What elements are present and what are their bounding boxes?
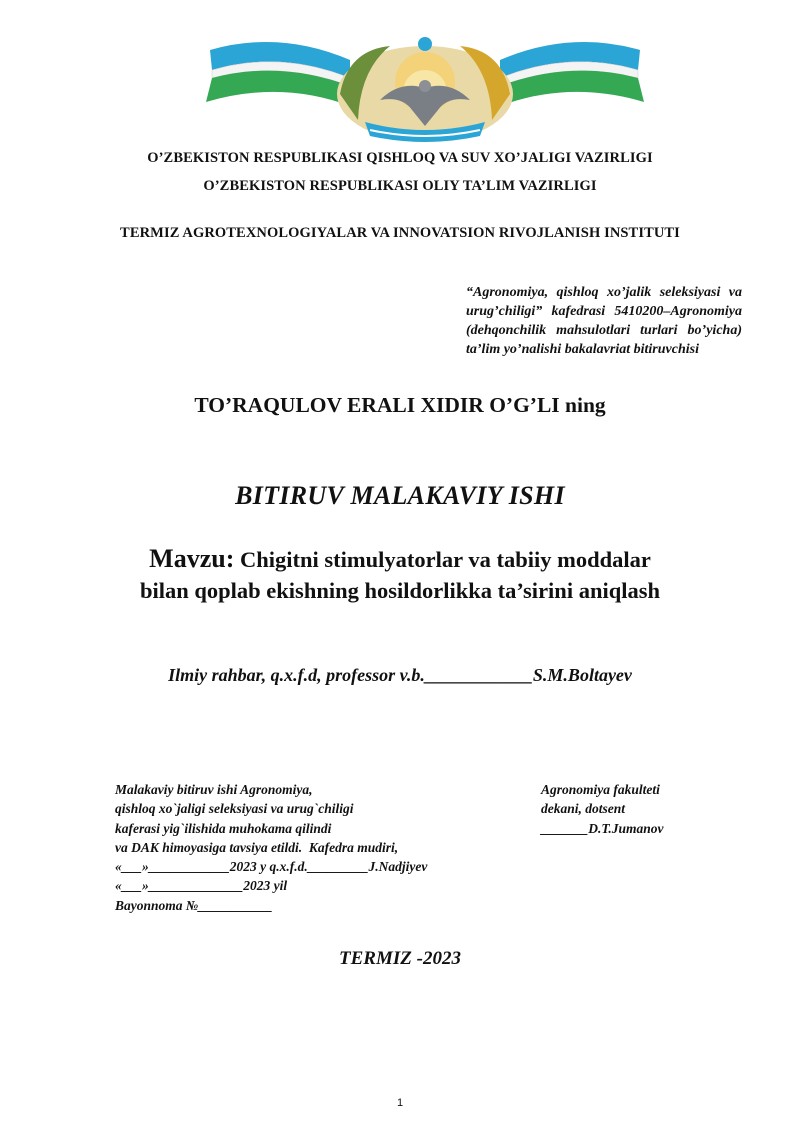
approval-line: kaferasi yig`ilishida muhokama qilindi (115, 820, 332, 836)
page-number: 1 (396, 1097, 404, 1109)
work-type-title: BITIRUV MALAKAVIY ISHI (235, 481, 565, 510)
approval-line: va DAK himoyasiga tavsiya etildi. Kafedra mudiri, (115, 839, 399, 855)
approval-line: qishloq xo`jaligi seleksiyasi va urug`chiligi (115, 801, 354, 817)
ministry-title-2: O’ZBEKISTON RESPUBLIKASI OLIY TA’LIM VAZIRLIGI (203, 178, 597, 194)
author-name: TO’RAQULOV ERALI XIDIR O’G’LI ning (194, 393, 606, 417)
uzbekistan-coat-of-arms-icon (190, 30, 660, 150)
approval-line: Malakaviy bitiruv ishi Agronomiya, (115, 782, 313, 797)
ministry-title-1: O’ZBEKISTON RESPUBLIKASI QISHLOQ VA SUV XO’JALIGI VAZIRLIGI (147, 150, 653, 166)
topic-line-1: Chigitni stimulyatorlar va tabiiy moddalar (239, 547, 651, 572)
approval-line: Bayonnoma №___________ (115, 897, 273, 913)
department-info: “Agronomiya, qishloq xo’jalik seleksiyasi va urug’chiligi” kafedrasi 5410200–Agronomiya (dehqonchilik mahsulotlari turlari bo’yicha) ta’lim yo’nalishi bakalavriat bitiruvchisi (466, 285, 742, 357)
city-year: TERMIZ -2023 (339, 948, 461, 969)
dean-line: dekani, dotsent (541, 801, 626, 817)
dean-line: Agronomiya fakulteti (541, 782, 660, 797)
institute-title: TERMIZ AGROTEXNOLOGIYALAR VA INNOVATSION RIVOJLANISH INSTITUTI (120, 225, 680, 241)
advisor-line: Ilmiy rahbar, q.x.f.d, professor v.b.____________S.M.Boltayev (168, 665, 632, 685)
topic-label: Mavzu: (149, 544, 235, 573)
topic (0, 543, 800, 606)
dean-block (541, 780, 741, 838)
approval-block (115, 780, 545, 915)
approval-line: «___»____________2023 y q.x.f.d._________J.Nadjiyev (115, 859, 428, 875)
dean-line: _______D.T.Jumanov (541, 820, 664, 836)
topic-line-2: bilan qoplab ekishning hosildorlikka ta’sirini aniqlash (139, 578, 660, 603)
approval-line: «___»______________2023 yil (115, 878, 288, 894)
